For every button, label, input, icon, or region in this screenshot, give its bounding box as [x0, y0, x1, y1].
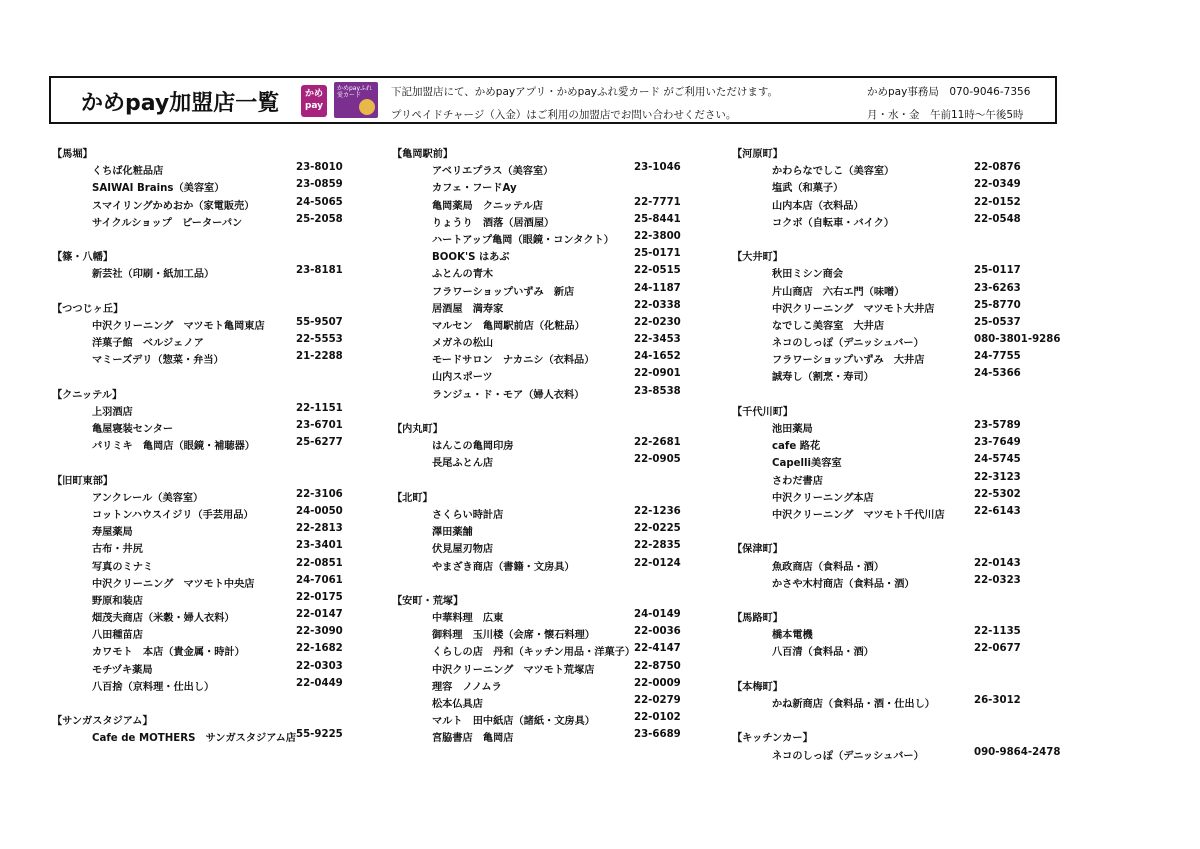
shop-row: [392, 195, 732, 212]
shop-row: [52, 676, 392, 693]
shop-row: [732, 160, 1072, 177]
shop-name: BOOK'S はあぶ: [432, 252, 510, 264]
shop-phone: 22-0303: [296, 660, 343, 672]
shop-name: くちば化粧品店: [92, 166, 164, 178]
shop-phone: 22-0449: [296, 677, 343, 689]
section-spacer: [732, 590, 1072, 607]
shop-phone: 22-0349: [974, 179, 1021, 191]
shop-phone: 24-7061: [296, 574, 343, 586]
shop-phone: 22-8750: [634, 660, 681, 672]
shop-name: 理容 ノノムラ: [432, 681, 502, 693]
shop-phone: 22-0102: [634, 712, 681, 724]
shop-row: [52, 573, 392, 590]
shop-name: ネコのしっぽ（デニッシュバー）: [772, 750, 924, 762]
shop-name: 誠寿し（割烹・寿司）: [772, 372, 874, 384]
shop-row: [732, 418, 1072, 435]
shop-row: [52, 504, 392, 521]
shop-row: [52, 160, 392, 177]
shop-phone: 23-8010: [296, 162, 343, 174]
shop-row: [52, 263, 392, 280]
shop-phone: 22-0905: [634, 454, 681, 466]
shop-phone: 22-0143: [974, 557, 1021, 569]
shop-name: Capelli美容室: [772, 458, 842, 470]
shop-phone: 22-2835: [634, 540, 681, 552]
shop-row: [392, 332, 732, 349]
shop-name: はんこの亀岡印房: [432, 441, 514, 453]
section-row: [52, 384, 392, 401]
shop-phone: 23-6263: [974, 282, 1021, 294]
shop-phone: 22-7771: [634, 196, 681, 208]
shop-name: さわだ書店: [772, 475, 823, 487]
shop-row: [732, 452, 1072, 469]
shop-name: ハートアップ亀岡（眼鏡・コンタクト）: [432, 234, 614, 246]
shop-row: [392, 521, 732, 538]
section-row: [52, 298, 392, 315]
shop-name: 野原和装店: [92, 595, 143, 607]
shop-row: [52, 177, 392, 194]
shop-name: モチヅキ薬局: [92, 664, 153, 676]
shop-name: マルセン 亀岡駅前店（化粧品）: [432, 320, 585, 332]
shop-phone: 25-0171: [634, 248, 681, 260]
area-heading: 【馬堀】: [52, 149, 93, 160]
shop-phone: 22-3090: [296, 626, 343, 638]
shop-name: 亀屋寝装センター: [92, 424, 174, 435]
shop-name: パリミキ 亀岡店（眼鏡・補聴器）: [92, 441, 255, 453]
shop-row: [732, 298, 1072, 315]
shop-row: [52, 332, 392, 349]
shop-name: 中華料理 広東: [432, 613, 504, 625]
shop-row: [52, 659, 392, 676]
shop-row: [732, 263, 1072, 280]
shop-name: 長尾ふとん店: [432, 458, 494, 470]
shop-name: モードサロン ナカニシ（衣料品）: [432, 355, 595, 367]
shop-name: コクボ（自転車・バイク）: [772, 217, 895, 229]
shop-name: 畑茂夫商店（米穀・婦人衣料）: [92, 613, 235, 625]
shop-name: Cafe de MOTHERS サンガスタジアム店: [92, 733, 297, 745]
shop-row: [732, 556, 1072, 573]
shop-name: 魚政商店（食料品・酒）: [772, 561, 885, 573]
shop-name: 居酒屋 満寿家: [432, 303, 504, 315]
shop-name: 山内スポーツ: [432, 372, 493, 384]
shop-row: [732, 349, 1072, 366]
shop-phone: 22-4147: [634, 643, 681, 655]
shop-name: 澤田薬舗: [432, 527, 473, 539]
shop-name: マルト 田中紙店（諸紙・文房具）: [432, 716, 595, 728]
shop-row: [392, 177, 732, 194]
section-spacer: [732, 384, 1072, 401]
page-title: かめpay加盟店一覧: [81, 91, 280, 116]
shop-row: [52, 487, 392, 504]
office-phone: かめpay事務局 070-9046-7356: [867, 86, 1031, 98]
shop-phone: 26-3012: [974, 695, 1021, 706]
shop-name: 洋菓子館 ベルジェノア: [92, 338, 204, 350]
section-spacer: [52, 281, 392, 298]
shop-column-3: [732, 143, 1072, 762]
shop-row: [52, 521, 392, 538]
shop-row: [392, 659, 732, 676]
area-heading: 【安町・荒塚】: [392, 595, 464, 607]
shop-phone: 23-0859: [296, 179, 343, 191]
area-heading: 【本梅町】: [732, 681, 783, 693]
section-row: [732, 143, 1072, 160]
shop-phone: 22-0323: [974, 574, 1021, 586]
section-row: [52, 143, 392, 160]
shop-row: [52, 195, 392, 212]
shop-phone: 22-0124: [634, 557, 681, 569]
shop-row: [392, 298, 732, 315]
shop-phone: 22-5553: [296, 334, 343, 346]
kamepay-logo: かめpay: [301, 85, 327, 117]
shop-row: [392, 366, 732, 383]
shop-row: [392, 710, 732, 727]
area-heading: 【北町】: [392, 492, 433, 504]
section-row: [392, 143, 732, 160]
shop-name: 山内本店（衣料品）: [772, 200, 864, 212]
shop-row: [392, 435, 732, 452]
notice-line-1: 下記加盟店にて、かめpayアプリ・かめpayふれ愛カード がご利用いただけます。: [391, 86, 778, 98]
shop-name: 中沢クリーニング マツモト中央店: [92, 578, 255, 590]
shop-phone: 23-8538: [634, 385, 681, 397]
shop-phone: 080-3801-9286: [974, 334, 1061, 346]
shop-phone: 23-7649: [974, 437, 1021, 449]
shop-row: [52, 590, 392, 607]
shop-name: 橋本電機: [772, 630, 813, 642]
shop-name: アンクレール（美容室）: [92, 492, 204, 504]
shop-row: [52, 641, 392, 658]
section-row: [392, 418, 732, 435]
shop-row: [52, 349, 392, 366]
shop-phone: 22-0515: [634, 265, 681, 277]
shop-row: [392, 538, 732, 555]
shop-name: 中沢クリーニング マツモト大井店: [772, 303, 935, 315]
shop-name: 八百清（食料品・酒）: [772, 647, 874, 659]
shop-phone: 23-5789: [974, 420, 1021, 431]
shop-name: 八百捨（京料理・仕出し）: [92, 681, 215, 693]
shop-phone: 22-0548: [974, 213, 1021, 225]
shop-row: [732, 315, 1072, 332]
area-heading: 【クニッテル】: [52, 389, 123, 401]
shop-name: 上羽酒店: [92, 406, 133, 418]
shop-name: なでしこ美容室 大井店: [772, 320, 885, 332]
shop-row: [732, 504, 1072, 521]
shop-name: 中沢クリーニング マツモト荒塚店: [432, 664, 595, 676]
shop-row: [392, 246, 732, 263]
shop-phone: 25-0537: [974, 316, 1021, 328]
shop-phone: 22-1135: [974, 626, 1021, 638]
shop-column-2: [392, 143, 732, 745]
shop-phone: 22-5302: [974, 488, 1021, 500]
shop-phone: 22-0851: [296, 557, 343, 569]
shop-phone: 22-0036: [634, 626, 681, 638]
shop-name: スマイリングかめおか（家電販売）: [92, 200, 255, 212]
section-spacer: [732, 521, 1072, 538]
area-heading: 【亀岡駅前】: [392, 149, 454, 160]
shop-name: くらしの店 丹和（キッチン用品・洋菓子）: [432, 647, 636, 659]
shop-column-1: [52, 143, 392, 745]
shop-name: アベリエプラス（美容室）: [432, 166, 554, 178]
shop-name: メガネの松山: [432, 338, 494, 350]
shop-row: [52, 418, 392, 435]
section-row: [52, 470, 392, 487]
shop-row: [52, 435, 392, 452]
section-row: [732, 401, 1072, 418]
shop-name: フラワーショップいずみ 大井店: [772, 355, 925, 367]
shop-phone: 22-0230: [634, 316, 681, 328]
shop-phone: 22-0225: [634, 523, 681, 535]
shop-row: [52, 727, 392, 744]
shop-phone: 22-2681: [634, 437, 681, 449]
shop-name: かわらなでしこ（美容室）: [772, 166, 895, 178]
shop-phone: 23-8181: [296, 265, 343, 277]
shop-name: 御料理 玉川楼（会席・懐石料理）: [432, 630, 595, 642]
shop-name: cafe 路花: [772, 441, 821, 453]
shop-row: [392, 384, 732, 401]
section-spacer: [52, 452, 392, 469]
shop-row: [732, 573, 1072, 590]
shop-phone: 22-0901: [634, 368, 681, 380]
shop-name: 松本仏具店: [432, 699, 483, 710]
shop-phone: 22-0152: [974, 196, 1021, 208]
shop-phone: 22-0009: [634, 677, 681, 689]
shop-row: [392, 160, 732, 177]
shop-row: [52, 401, 392, 418]
shop-row: [392, 229, 732, 246]
shop-row: [392, 693, 732, 710]
shop-name: フラワーショップいずみ 新店: [432, 286, 575, 298]
section-spacer: [52, 229, 392, 246]
area-heading: 【サンガスタジアム】: [52, 716, 153, 728]
shop-row: [732, 624, 1072, 641]
section-row: [732, 246, 1072, 263]
shop-name: かね新商店（食料品・酒・仕出し）: [772, 699, 935, 710]
shop-name: カフェ・フードAy: [432, 183, 517, 195]
shop-phone: 22-3106: [296, 488, 343, 500]
shop-row: [392, 727, 732, 744]
shop-name: 宮脇書店 亀岡店: [432, 733, 514, 745]
area-heading: 【つつじヶ丘】: [52, 303, 124, 315]
section-row: [52, 710, 392, 727]
shop-phone: 22-1236: [634, 505, 681, 517]
shop-name: 亀岡薬局 クニッテル店: [432, 200, 543, 212]
section-spacer: [732, 659, 1072, 676]
shop-row: [732, 212, 1072, 229]
area-heading: 【千代川町】: [732, 406, 794, 418]
shop-phone: 25-2058: [296, 213, 343, 225]
shop-phone: 25-6277: [296, 437, 343, 449]
shop-phone: 24-1652: [634, 351, 681, 363]
shop-phone: 23-6689: [634, 729, 681, 741]
section-spacer: [732, 229, 1072, 246]
shop-row: [392, 281, 732, 298]
area-heading: 【保津町】: [732, 544, 783, 556]
shop-name: りょうり 酒落（居酒屋）: [432, 217, 555, 229]
shop-phone: 24-1187: [634, 282, 681, 294]
shop-phone: 22-0677: [974, 643, 1021, 655]
shop-row: [392, 607, 732, 624]
shop-name: 中沢クリーニング本店: [772, 492, 874, 504]
shop-phone: 24-5065: [296, 196, 343, 208]
shop-row: [732, 281, 1072, 298]
shop-row: [392, 315, 732, 332]
section-row: [392, 590, 732, 607]
shop-row: [392, 504, 732, 521]
shop-name: 伏見屋刃物店: [432, 544, 494, 556]
section-row: [732, 538, 1072, 555]
shop-name: 秋田ミシン商会: [772, 269, 844, 281]
shop-name: かさや木村商店（食料品・酒）: [772, 578, 915, 590]
area-heading: 【キッチンカー】: [732, 733, 813, 745]
section-row: [52, 246, 392, 263]
shop-row: [732, 332, 1072, 349]
notice-line-2: プリペイドチャージ（入金）はご利用の加盟店でお問い合わせください。: [391, 109, 737, 121]
section-row: [732, 727, 1072, 744]
shop-name: 写真のミナミ: [92, 561, 154, 573]
shop-phone: 23-1046: [634, 162, 681, 174]
shop-name: カワモト 本店（貴金属・時計）: [92, 647, 245, 659]
card-character-icon: [359, 99, 375, 115]
shop-row: [392, 624, 732, 641]
shop-row: [732, 366, 1072, 383]
shop-row: [392, 212, 732, 229]
shop-phone: 21-2288: [296, 351, 343, 363]
shop-row: [52, 607, 392, 624]
shop-name: 塩武（和菓子）: [772, 183, 844, 195]
office-hours: 月・水・金 午前11時～午後5時: [867, 109, 1024, 121]
shop-row: [52, 556, 392, 573]
shop-phone: 22-0876: [974, 162, 1021, 174]
shop-name: ネコのしっぽ（デニッシュバー）: [772, 338, 924, 350]
shop-name: SAIWAI Brains（美容室）: [92, 183, 225, 195]
area-heading: 【内丸町】: [392, 424, 443, 435]
section-row: [732, 676, 1072, 693]
shop-phone: 24-5745: [974, 454, 1021, 466]
card-label: かめpayふれ愛カード: [337, 85, 373, 99]
shop-name: 池田薬局: [772, 424, 813, 435]
shop-name: 八田種苗店: [92, 630, 143, 642]
shop-row: [732, 435, 1072, 452]
shop-name: 中沢クリーニング マツモト亀岡東店: [92, 320, 265, 332]
shop-row: [52, 624, 392, 641]
area-heading: 【馬路町】: [732, 613, 783, 625]
shop-row: [52, 538, 392, 555]
shop-name: 寿屋薬局: [92, 527, 133, 539]
area-heading: 【大井町】: [732, 252, 783, 264]
shop-phone: 22-6143: [974, 505, 1021, 517]
shop-row: [392, 452, 732, 469]
shop-phone: 24-7755: [974, 351, 1021, 363]
shop-name: マミーズデリ（惣菜・弁当）: [92, 355, 224, 367]
shop-row: [392, 263, 732, 280]
shop-phone: 25-8441: [634, 213, 681, 225]
header-box: [49, 76, 1057, 124]
shop-row: [392, 556, 732, 573]
shop-row: [52, 212, 392, 229]
shop-phone: 25-8770: [974, 299, 1021, 311]
shop-row: [732, 470, 1072, 487]
shop-row: [52, 315, 392, 332]
shop-phone: 24-0050: [296, 505, 343, 517]
section-spacer: [392, 401, 732, 418]
shop-name: 古布・井尻: [92, 544, 143, 556]
shop-name: 中沢クリーニング マツモト千代川店: [772, 509, 945, 521]
shop-row: [392, 676, 732, 693]
section-spacer: [732, 710, 1072, 727]
section-spacer: [392, 470, 732, 487]
area-heading: 【篠・八幡】: [52, 252, 114, 264]
shop-row: [732, 195, 1072, 212]
shop-phone: 22-2813: [296, 523, 343, 535]
shop-name: ランジュ・ド・モア（婦人衣料）: [432, 389, 585, 401]
shop-name: ふとんの青木: [432, 269, 494, 281]
area-heading: 【旧町東部】: [52, 475, 114, 487]
shop-phone: 22-0279: [634, 695, 681, 706]
shop-phone: 22-3800: [634, 230, 681, 242]
shop-phone: 22-1151: [296, 402, 343, 414]
section-row: [732, 607, 1072, 624]
shop-phone: 22-1682: [296, 643, 343, 655]
shop-row: [732, 487, 1072, 504]
area-heading: 【河原町】: [732, 149, 783, 160]
shop-phone: 090-9864-2478: [974, 746, 1061, 758]
shop-row: [732, 745, 1072, 762]
section-spacer: [52, 693, 392, 710]
shop-phone: 22-0175: [296, 591, 343, 603]
shop-phone: 22-0338: [634, 299, 681, 311]
shop-phone: 55-9507: [296, 316, 343, 328]
shop-phone: 23-6701: [296, 420, 343, 431]
section-spacer: [392, 573, 732, 590]
shop-name: 片山商店 六右エ門（味噌）: [772, 286, 905, 298]
shop-phone: 55-9225: [296, 729, 343, 741]
section-spacer: [52, 366, 392, 383]
kamepay-card-image: [334, 82, 378, 118]
shop-row: [392, 349, 732, 366]
shop-phone: 23-3401: [296, 540, 343, 552]
shop-row: [732, 641, 1072, 658]
shop-name: やまざき商店（書籍・文房具）: [432, 561, 575, 573]
shop-phone: 24-5366: [974, 368, 1021, 380]
shop-phone: 22-3123: [974, 471, 1021, 483]
shop-name: コットンハウスイジリ（手芸用品）: [92, 509, 254, 521]
section-row: [392, 487, 732, 504]
shop-row: [392, 641, 732, 658]
shop-row: [732, 177, 1072, 194]
shop-phone: 22-0147: [296, 609, 343, 621]
shop-name: サイクルショップ ピーターパン: [92, 217, 243, 229]
shop-phone: 25-0117: [974, 265, 1021, 277]
shop-name: さくらい時計店: [432, 509, 504, 521]
shop-name: 新芸社（印刷・紙加工品）: [92, 269, 215, 281]
shop-phone: 24-0149: [634, 609, 681, 621]
shop-row: [732, 693, 1072, 710]
shop-phone: 22-3453: [634, 334, 681, 346]
